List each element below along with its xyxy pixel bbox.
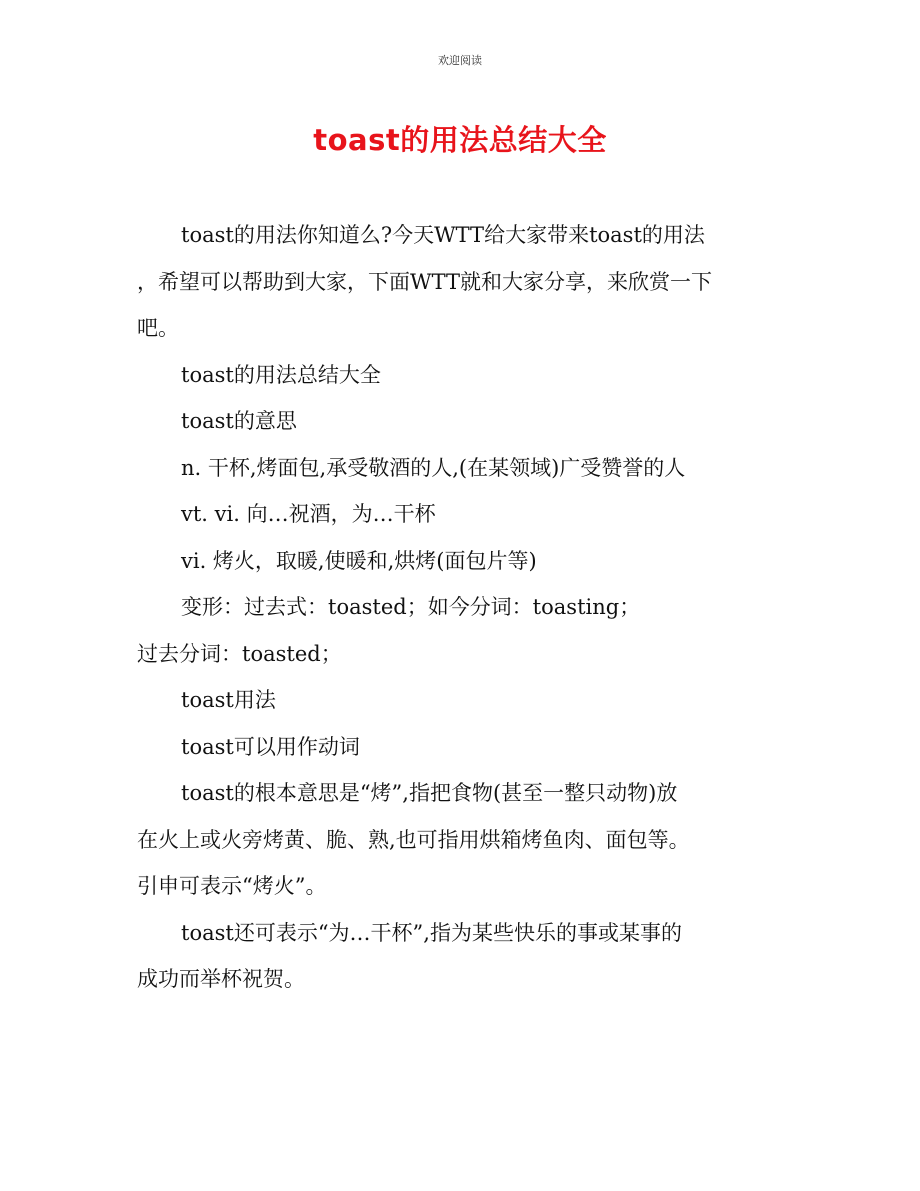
intro-paragraph: toast的用法你知道么?今天WTT给大家带来toast的用法 ，希望可以帮助到大家，下面WTT就和大家分享，来欣赏一下 吧。	[137, 223, 712, 340]
inflection-forms: 变形：过去式：toasted；如今分词：toasting；	[181, 595, 641, 619]
section-heading-meaning: toast的意思	[181, 409, 297, 433]
page-header: 欢迎阅读	[438, 54, 482, 67]
section-heading-summary: toast的用法总结大全	[181, 362, 381, 387]
usage-as-verb: toast可以用作动词	[181, 734, 360, 759]
usage-paragraph-roast: toast的根本意思是“烤”,指把食物(甚至一整只动物)放 在火上或火旁烤黄、脆、熟,也可指用烘箱烤鱼肉、面包等。 引申可表示“烤火”。	[137, 781, 690, 898]
definition-verb-transitive: vt. vi. 向…祝酒，为…干杯	[181, 502, 436, 526]
usage-paragraph-cheers: toast还可表示“为…干杯”,指为某些快乐的事或某事的 成功而举杯祝贺。	[137, 920, 682, 991]
section-heading-usage: toast用法	[181, 688, 276, 712]
document-title: toast的用法总结大全	[313, 123, 607, 157]
definition-verb-intransitive: vi. 烤火，取暖,使暖和,烘烤(面包片等)	[181, 548, 537, 573]
definition-noun: n. 干杯,烤面包,承受敬酒的人,(在某领域)广受赞誉的人	[181, 455, 686, 480]
inflection-past-participle: 过去分词：toasted；	[137, 641, 342, 666]
document-body	[137, 212, 787, 1003]
